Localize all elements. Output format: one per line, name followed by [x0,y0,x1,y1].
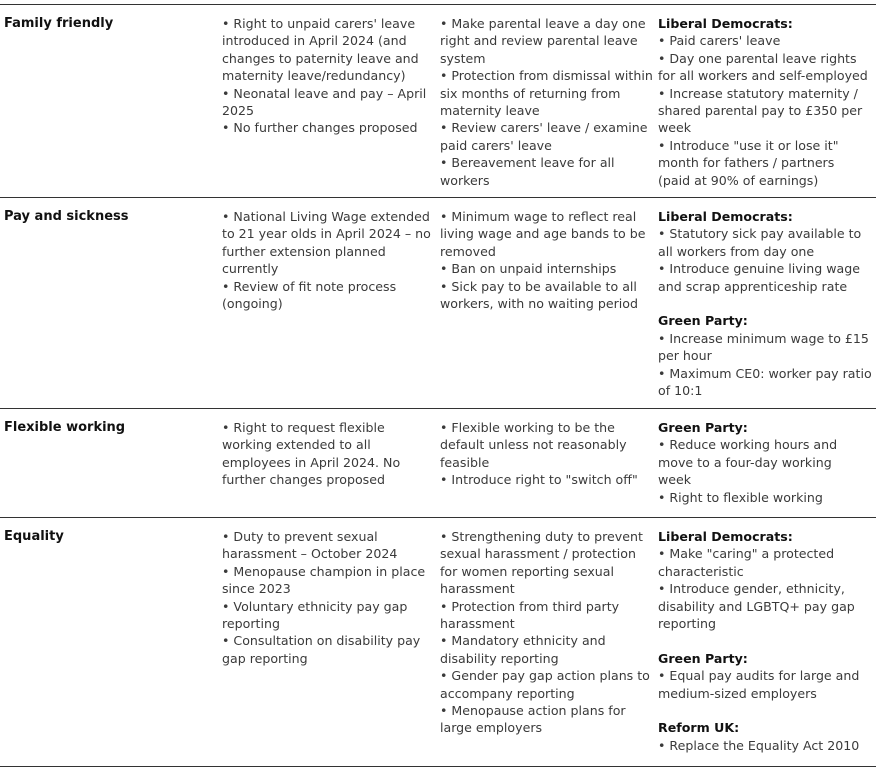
party-heading: Green Party: [658,313,748,329]
cell-line: for women reporting sexual [440,563,615,579]
cell-line: week [658,472,692,488]
cell-line: • Mandatory ethnicity and [440,633,606,649]
cell-line: (ongoing) [222,296,283,312]
cell-line: and scrap apprenticeship rate [658,278,848,294]
cell-line: workers, with no waiting period [440,296,638,312]
cell-line: working extended to all [222,437,371,453]
cell-line: • National Living Wage extended [222,209,430,224]
party-heading: Liberal Democrats: [658,529,793,544]
cell-line: reporting [222,616,280,632]
party-heading: Liberal Democrats: [658,16,793,31]
cell-line: • Sick pay to be available to all [440,278,637,294]
cell-line: right and review parental leave [440,33,638,49]
labour-policy-cell [440,518,654,737]
cell-line: further changes proposed [222,472,385,488]
cell-line: • Maximum CE0: worker pay ratio [658,365,872,381]
other-parties-cell [658,409,874,506]
cell-line: harassment [440,616,515,632]
cell-line: disability and LGBTQ+ pay gap [658,598,855,614]
cell-line: • Protection from third party [440,598,620,614]
cell-line: 2025 [222,103,255,119]
row-topic: Flexible working [4,420,126,435]
cell-line: six months of returning from [440,85,621,101]
cell-line: • Introduce gender, ethnicity, [658,581,845,597]
current-policy-cell [222,5,434,137]
cell-line: maternity leave [440,103,540,119]
cell-line: accompany reporting [440,685,575,701]
cell-line: feasible [440,454,490,470]
labour-policy-cell [440,409,654,489]
cell-line: changes to paternity leave and [222,50,419,66]
current-policy-cell [222,518,434,667]
other-parties-cell [658,198,874,399]
cell-line: of 10:1 [658,383,703,399]
party-heading: Reform UK: [658,720,740,736]
cell-line: • Paid carers' leave [658,33,781,49]
cell-line: • Statutory sick pay available to [658,226,862,242]
cell-line: reporting [658,616,716,632]
cell-line: • Protection from dismissal within [440,68,653,84]
cell-line: • Introduce right to "switch off" [440,472,638,488]
other-parties-cell [658,518,874,754]
cell-line: • Gender pay gap action plans to [440,668,650,684]
labour-policy-cell [440,5,654,189]
spacer [658,702,874,719]
labour-policy-cell [440,198,654,312]
cell-line: • Minimum wage to reflect real [440,209,637,224]
cell-line: harassment – October 2024 [222,546,398,562]
cell-line: to 21 year olds in April 2024 – no [222,226,431,242]
table-row [0,197,876,408]
cell-line: • Equal pay audits for large and [658,668,860,684]
cell-line: further extension planned [222,243,386,259]
table-row [0,4,876,197]
cell-line: • Ban on unpaid internships [440,261,617,277]
cell-line: medium-sized employers [658,685,817,701]
cell-line: • Make "caring" a protected [658,546,835,562]
row-topic: Equality [4,529,64,544]
cell-line: • Menopause action plans for [440,703,626,719]
cell-line: default unless not reasonably [440,437,627,453]
cell-line: • Increase statutory maternity / [658,85,858,101]
party-heading: Green Party: [658,420,748,435]
spacer [658,632,874,649]
cell-line: large employers [440,720,543,736]
cell-line: harassment [440,581,515,597]
cell-line: maternity leave/redundancy) [222,68,406,84]
cell-line: • Right to unpaid carers' leave [222,16,416,31]
other-parties-cell [658,5,874,189]
cell-line: sexual harassment / protection [440,546,636,562]
cell-line: • Consultation on disability pay [222,633,421,649]
cell-line: since 2023 [222,581,291,597]
policy-table [0,4,876,767]
cell-line: • Introduce "use it or lose it" [658,137,839,153]
cell-line: month for fathers / partners [658,155,835,171]
cell-line: • Menopause champion in place [222,563,426,579]
cell-line: • Review of fit note process [222,278,397,294]
cell-line: living wage and age bands to be [440,226,646,242]
cell-line: week [658,120,692,136]
cell-line: gap reporting [222,650,308,666]
current-policy-cell [222,198,434,312]
cell-line: removed [440,243,496,259]
cell-line: employees in April 2024. No [222,454,401,470]
cell-line: (paid at 90% of earnings) [658,172,819,188]
table-row [0,408,876,517]
cell-line: • Flexible working to be the [440,420,615,435]
cell-line: move to a four-day working [658,454,832,470]
party-heading: Liberal Democrats: [658,209,793,224]
cell-line: • Neonatal leave and pay – April [222,85,427,101]
cell-line: • Replace the Equality Act 2010 [658,737,860,753]
cell-line: currently [222,261,279,277]
cell-line: • Introduce genuine living wage [658,261,860,277]
cell-line: • Review carers' leave / examine [440,120,648,136]
cell-line: disability reporting [440,650,559,666]
cell-line: • No further changes proposed [222,120,418,136]
cell-line: for all workers and self-employed [658,68,868,84]
cell-line: • Bereavement leave for all [440,155,615,171]
cell-line: • Strengthening duty to prevent [440,529,643,544]
current-policy-cell [222,409,434,489]
cell-line: • Voluntary ethnicity pay gap [222,598,408,614]
cell-line: introduced in April 2024 (and [222,33,407,49]
table-row [0,517,876,767]
cell-line: • Reduce working hours and [658,437,838,453]
row-topic: Family friendly [4,16,114,31]
cell-line: • Duty to prevent sexual [222,529,378,544]
cell-line: system [440,50,486,66]
cell-line: • Right to flexible working [658,489,823,505]
cell-line: shared parental pay to £350 per [658,103,863,119]
cell-line: characteristic [658,563,744,579]
cell-line: • Increase minimum wage to £15 [658,330,869,346]
cell-line: all workers from day one [658,243,815,259]
cell-line: • Day one parental leave rights [658,50,857,66]
cell-line: paid carers' leave [440,137,552,153]
cell-line: per hour [658,348,712,364]
row-topic: Pay and sickness [4,209,129,224]
spacer [658,295,874,312]
cell-line: workers [440,172,490,188]
party-heading: Green Party: [658,650,748,666]
cell-line: • Right to request flexible [222,420,385,435]
cell-line: • Make parental leave a day one [440,16,646,31]
